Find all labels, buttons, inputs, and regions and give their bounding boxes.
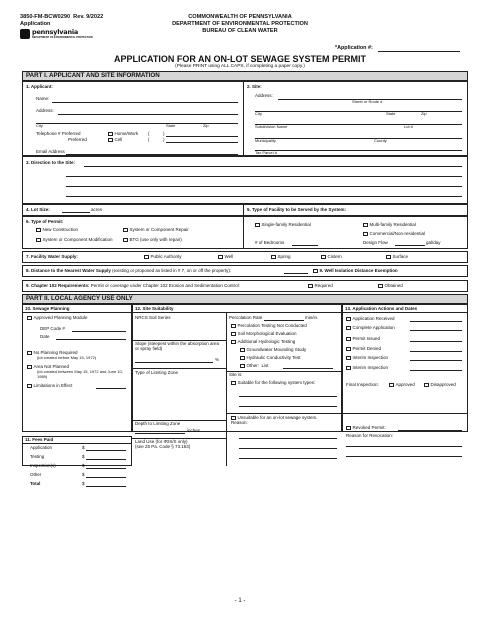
area-not-planned-checkbox[interactable] <box>27 365 32 370</box>
fee-total-field[interactable] <box>86 486 126 487</box>
mounding-option[interactable]: Groundwater Mounding Study <box>240 347 306 352</box>
received-checkbox[interactable] <box>346 317 351 322</box>
fee-other-label: Other <box>30 472 42 477</box>
applicant-name-label: Name: <box>36 96 50 101</box>
cell-checkbox[interactable] <box>108 138 113 143</box>
cistern-checkbox[interactable] <box>321 255 326 260</box>
limiting-zone-label: Type of Limiting Zone <box>135 370 179 375</box>
required-checkbox[interactable] <box>308 284 313 289</box>
tax-parcel-label: Tax Parcel # <box>255 150 278 155</box>
site-address-label: Address: <box>255 93 273 98</box>
permit-modification[interactable]: System or Component Modification <box>36 237 113 242</box>
perc-rate-field[interactable] <box>264 320 304 321</box>
applicant-name-field[interactable] <box>52 102 238 103</box>
cell-phone-area-close: ) <box>163 137 165 142</box>
hydrologic-checkbox[interactable] <box>231 340 236 345</box>
fee-inspection-field[interactable] <box>86 468 126 469</box>
slope-percent: % <box>215 357 220 362</box>
approved-module-option[interactable]: Approved Planning Module <box>27 315 88 320</box>
approved-checkbox[interactable] <box>389 383 394 388</box>
lot-size-box <box>22 204 468 216</box>
water-surface[interactable]: Surface <box>386 254 408 259</box>
fee-application-label: Application <box>30 445 53 450</box>
sewage-date-field[interactable] <box>56 339 126 340</box>
telephone-label: Telephone # Preferred <box>36 131 81 136</box>
actions-label: 13. Application Actions and Dates <box>345 306 418 311</box>
agency-line3: BUREAU OF CLEAN WATER <box>202 28 278 34</box>
site-zip-label: Zip <box>421 111 427 116</box>
unsuitable-line-1[interactable] <box>239 438 337 439</box>
final-disapproved-option[interactable]: Disapproved <box>424 382 456 387</box>
pennsylvania-logo <box>20 28 93 43</box>
home-work-checkbox[interactable] <box>108 132 113 137</box>
hydraulic-checkbox[interactable] <box>240 356 245 361</box>
exemption-checkbox[interactable] <box>313 269 318 274</box>
revoked-option[interactable]: Revoked Permit: <box>346 425 386 430</box>
lot-size-unit: acres <box>91 207 103 212</box>
chapter102-label: 9. Chapter 102 Requirements: Permit or coverage under Chapter 102 Erosion and Sedimentation Control: <box>26 283 240 288</box>
site-suitability-label: 12. Site Suitability <box>135 306 174 311</box>
approved-module-checkbox[interactable] <box>27 316 32 321</box>
soil-morph-checkbox[interactable] <box>231 332 236 337</box>
applicant-state-label: State <box>166 123 176 128</box>
distance-field[interactable] <box>284 273 308 274</box>
other-list-field[interactable] <box>283 368 333 369</box>
repair-checkbox[interactable] <box>123 228 128 233</box>
action-received[interactable]: Application Received <box>346 316 395 321</box>
issued-checkbox[interactable] <box>346 337 351 342</box>
no-planning-option[interactable]: No Planning Required <box>27 350 78 355</box>
limitations-checkbox[interactable] <box>27 384 32 389</box>
direction-line-2[interactable] <box>66 176 462 177</box>
sewage-planning-label: 10. Sewage Planning <box>25 306 70 311</box>
soil-morph-option[interactable]: Soil Morphological Evaluation <box>231 331 297 336</box>
fee-application-field[interactable] <box>86 450 126 451</box>
water-supply-label: 7. Facility Water Supply: <box>26 254 78 259</box>
site-is-label: Site is: <box>229 372 243 377</box>
fee-testing-field[interactable] <box>86 459 126 460</box>
depth-inches: inches <box>187 428 201 433</box>
area-not-planned-note: (lot created between May 15, 1972 and June 10, 1989) <box>37 369 123 379</box>
applicant-address-field[interactable] <box>58 114 238 115</box>
denied-checkbox[interactable] <box>346 347 351 352</box>
part2-heading: PART II. LOCAL AGENCY USE ONLY <box>22 294 468 304</box>
applicant-zip-label: Zip <box>203 123 209 128</box>
preferred-label: Preferred <box>68 137 87 142</box>
page-subtitle: (Please PRINT using ALL CAPS, if completing a paper copy.) <box>175 64 305 69</box>
site-city-label: City <box>255 111 262 116</box>
suitable-line-2[interactable] <box>239 406 337 407</box>
design-flow-unit: gal/day <box>426 240 441 245</box>
page-number: - 1 - <box>234 598 246 604</box>
exemption-option[interactable]: 9. Well Isolation Distance Exemption <box>313 268 398 273</box>
sewage-date-label: Date <box>40 334 50 339</box>
single-family-checkbox[interactable] <box>255 223 260 228</box>
form-type: Application <box>20 21 51 27</box>
fees-label: 11. Fees Paid <box>25 437 54 442</box>
cell-phone-area-open: ( <box>148 137 150 142</box>
fee-total-label: Total <box>30 481 41 486</box>
bedrooms-label: # of Bedrooms <box>255 240 285 245</box>
site-state-label: State <box>386 111 396 116</box>
site-city-field[interactable] <box>255 111 462 112</box>
direction-label: 3. Direction to the Site: <box>26 160 76 165</box>
area-not-planned-option[interactable]: Area Not Planned <box>27 364 69 369</box>
distance-label: 8. Distance to the Nearest Water Supply (existing or proposed as listed in # 7, on or off the property): <box>26 268 232 273</box>
direction-line-4[interactable] <box>66 196 462 197</box>
hydraulic-option[interactable]: Hydraulic Conductivity Test <box>240 355 300 360</box>
unsuitable-line-2[interactable] <box>239 448 337 449</box>
revocation-line-1[interactable] <box>346 446 462 447</box>
part1-heading: PART I. APPLICANT AND SITE INFORMATION <box>22 71 468 81</box>
county-label: County <box>374 138 387 143</box>
suitable-line-1[interactable] <box>239 396 337 397</box>
design-flow-label: Design Flow <box>363 240 388 245</box>
perc-rate-label: Percolation Rate <box>229 315 263 320</box>
applicant-label: 1. Applicant: <box>26 84 53 89</box>
lot-label: Lot # <box>404 124 413 129</box>
disapproved-checkbox[interactable] <box>424 383 429 388</box>
cell-option[interactable]: Cell <box>108 137 122 142</box>
applicant-city-label: City <box>36 123 43 128</box>
home-work-option[interactable]: Home/Work <box>108 131 138 136</box>
logo-text: pennsylvania <box>32 28 79 36</box>
obtained-checkbox[interactable] <box>378 284 383 289</box>
action-interim-1[interactable]: Interim Inspection <box>346 355 388 360</box>
cell-phone-field[interactable] <box>166 142 238 143</box>
permit-type-label: 6. Type of Permit: <box>26 219 64 224</box>
revoked-date-field[interactable] <box>398 430 462 431</box>
interim-1-checkbox[interactable] <box>346 356 351 361</box>
received-date-field[interactable] <box>410 321 462 322</box>
municipality-field[interactable] <box>255 138 462 139</box>
tax-parcel-field[interactable] <box>255 150 462 151</box>
chapter102-required[interactable]: Required <box>308 283 333 288</box>
applicant-address-label: Address: <box>36 108 54 113</box>
logo-subtext: DEPARTMENT OF ENVIRONMENTAL PROTECTION <box>32 36 93 39</box>
complete-date-field[interactable] <box>410 330 462 331</box>
complete-checkbox[interactable] <box>346 326 351 331</box>
home-phone-area-close: ) <box>163 131 165 136</box>
design-flow-field[interactable] <box>395 245 425 246</box>
home-phone-area-open: ( <box>148 131 150 136</box>
action-interim-2[interactable]: Interim Inspection <box>346 365 388 370</box>
applicant-site-box <box>22 81 468 156</box>
page-title: APPLICATION FOR AN ON-LOT SEWAGE SYSTEM PERMIT <box>113 54 366 64</box>
mounding-checkbox[interactable] <box>240 348 245 353</box>
limitations-field[interactable] <box>96 388 126 389</box>
email-field[interactable] <box>66 154 238 155</box>
municipality-label: Municipality <box>255 138 276 143</box>
fee-testing-currency: $ <box>82 454 85 459</box>
direction-line-1[interactable] <box>84 166 462 167</box>
application-number-label: *Application #: <box>335 45 373 51</box>
nrcs-label: NRCS Soil Series <box>135 315 171 320</box>
perc-not-conducted-option[interactable]: Percolation Testing Not Conducted <box>231 323 307 328</box>
site-label: 2. Site: <box>247 84 262 89</box>
unsuitable-line-3[interactable] <box>239 458 337 459</box>
single-family-option[interactable]: Single-family Residential <box>255 222 311 227</box>
suitable-checkbox[interactable] <box>231 381 236 386</box>
water-well[interactable]: Well <box>218 254 233 259</box>
facility-type-label: 5. Type of Facility to be Served by the System: <box>247 207 346 212</box>
multi-family-checkbox[interactable] <box>363 223 368 228</box>
chapter102-obtained[interactable]: Obtained <box>378 283 403 288</box>
dep-code-label: DEP Code # <box>40 326 65 331</box>
well-checkbox[interactable] <box>218 255 223 260</box>
suitable-option[interactable]: Suitable for the following system types: <box>231 380 315 385</box>
fee-other-field[interactable] <box>86 477 126 478</box>
keystone-icon <box>20 29 30 39</box>
new-construction-checkbox[interactable] <box>36 228 41 233</box>
hydrologic-option[interactable]: Additional Hydrologic Testing <box>231 339 295 344</box>
no-planning-checkbox[interactable] <box>27 351 32 356</box>
permit-new-construction[interactable]: New Construction <box>36 227 78 232</box>
email-label: Email Address <box>36 149 65 154</box>
interim-1-date-field[interactable] <box>410 360 462 361</box>
fee-inspection-currency: $ <box>82 463 85 468</box>
action-denied[interactable]: Permit Denied <box>346 346 381 351</box>
permit-repair[interactable]: System or Component Repair <box>123 227 189 232</box>
multi-family-option[interactable]: Multi-family Residential <box>363 222 416 227</box>
perc-rate-unit: min/in. <box>305 315 319 320</box>
form-number: 3850-FM-BCW0290 Rev. 9/2022 <box>20 14 104 20</box>
action-complete[interactable]: Complete Application <box>346 325 395 330</box>
street-route-label: Street or Route # <box>352 99 383 104</box>
interim-2-checkbox[interactable] <box>346 366 351 371</box>
limitations-option[interactable]: Limitations in Effect <box>27 383 72 388</box>
spring-checkbox[interactable] <box>271 255 276 260</box>
permit-btg[interactable]: BTG (use only with repair) <box>123 237 182 242</box>
surface-checkbox[interactable] <box>386 255 391 260</box>
unsuitable-option[interactable]: Unsuitable for an on-lot sewage system. Reason: <box>231 415 318 426</box>
water-cistern[interactable]: Cistern <box>321 254 342 259</box>
revoked-checkbox[interactable] <box>346 426 351 431</box>
revocation-line-2[interactable] <box>346 456 462 457</box>
water-spring[interactable]: Spring <box>271 254 291 259</box>
fee-testing-label: Testing <box>30 454 45 459</box>
fee-other-currency: $ <box>82 472 85 477</box>
dep-code-field[interactable] <box>72 331 126 332</box>
final-inspection-label: Final Inspection: <box>346 382 379 387</box>
direction-line-3[interactable] <box>66 186 462 187</box>
other-option[interactable]: Other: List <box>240 363 269 368</box>
interim-2-date-field[interactable] <box>410 370 462 371</box>
lot-size-label: 4. Lot Size: <box>26 207 50 212</box>
land-use-label: Land Use (for IRIS/S only) (see 25 Pa. Code § 73.163) <box>135 439 191 450</box>
reason-revocation-label: Reason for Revocation: <box>346 433 394 438</box>
slope-field[interactable] <box>135 362 213 363</box>
fee-total-currency: $ <box>82 481 85 486</box>
perc-not-conducted-checkbox[interactable] <box>231 324 236 329</box>
lot-size-field[interactable] <box>62 212 90 213</box>
bedrooms-field[interactable] <box>292 245 318 246</box>
action-issued[interactable]: Permit Issued <box>346 336 380 341</box>
denied-date-field[interactable] <box>410 351 462 352</box>
application-number-field[interactable] <box>378 51 460 52</box>
home-phone-field[interactable] <box>166 136 238 137</box>
agency-line1: COMMONWEALTH OF PENNSYLVANIA <box>188 14 292 20</box>
commercial-checkbox[interactable] <box>363 232 368 237</box>
slope-label: Slope (steepest within the absorption area or spray field) <box>135 341 220 352</box>
commercial-option[interactable]: Commercial/Non-residential <box>363 231 425 236</box>
final-approved-option[interactable]: Approved <box>389 382 415 387</box>
subdivision-label: Subdivision Name <box>255 124 288 129</box>
issued-date-field[interactable] <box>410 341 462 342</box>
fee-application-currency: $ <box>82 445 85 450</box>
fee-inspection-label: Inspection(s) <box>30 463 56 468</box>
water-public[interactable]: Public Authority <box>144 254 182 259</box>
btg-checkbox[interactable] <box>123 238 128 243</box>
agency-line2: DEPARTMENT OF ENVIRONMENTAL PROTECTION <box>172 21 308 27</box>
depth-label: Depth to Limiting Zone <box>135 421 181 426</box>
modification-checkbox[interactable] <box>36 238 41 243</box>
other-checkbox[interactable] <box>240 364 245 369</box>
no-planning-note: (lot created before May 15, 1972) <box>37 355 97 360</box>
public-authority-checkbox[interactable] <box>144 255 149 260</box>
depth-field[interactable] <box>135 433 185 434</box>
